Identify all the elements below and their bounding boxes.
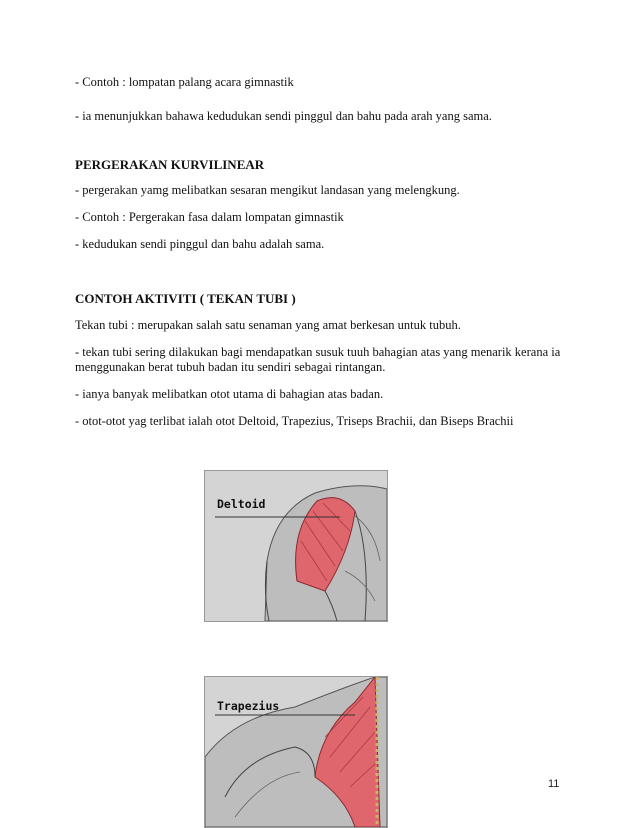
deltoid-figure <box>204 470 388 622</box>
text-line-kedudukan-sama-arah: - ia menunjukkan bahawa kedudukan sendi pinggul dan bahu pada arah yang sama. <box>75 109 492 123</box>
heading-pergerakan-kurvilinear: PERGERAKAN KURVILINEAR <box>75 157 265 172</box>
text-paragraph-susuk-tubuh: - tekan tubi sering dilakukan bagi mendapatkan susuk tuuh bahagian atas yang menarik kerana ia menggunakan berat tubuh badan itu sendiri sebagai rintangan. <box>75 345 561 374</box>
text-line-definisi-kurvilinear: - pergerakan yamg melibatkan sesaran mengikut landasan yang melengkung. <box>75 183 460 197</box>
text-line-kedudukan-sama: - kedudukan sendi pinggul dan bahu adalah sama. <box>75 237 325 251</box>
text-line-tekan-tubi: Tekan tubi : merupakan salah satu senaman yang amat berkesan untuk tubuh. <box>75 318 461 332</box>
text-line-otot-terlibat: - otot-otot yag terlibat ialah otot Deltoid, Trapezius, Triseps Brachii, dan Biseps Brachii <box>75 414 514 428</box>
trapezius-label: Trapezius <box>217 699 280 713</box>
text-line-contoh-lompatan: - Contoh : lompatan palang acara gimnastik <box>75 75 294 89</box>
text-line-contoh-fasa: - Contoh : Pergerakan fasa dalam lompatan gimnastik <box>75 210 344 224</box>
text-line-otot-utama: - ianya banyak melibatkan otot utama di bahagian atas badan. <box>75 387 384 401</box>
trapezius-figure <box>204 676 388 828</box>
page-number: 11 <box>548 778 560 790</box>
heading-contoh-aktiviti: CONTOH AKTIVITI ( TEKAN TUBI ) <box>75 291 296 306</box>
deltoid-illustration <box>205 471 387 621</box>
deltoid-label: Deltoid <box>217 497 266 511</box>
